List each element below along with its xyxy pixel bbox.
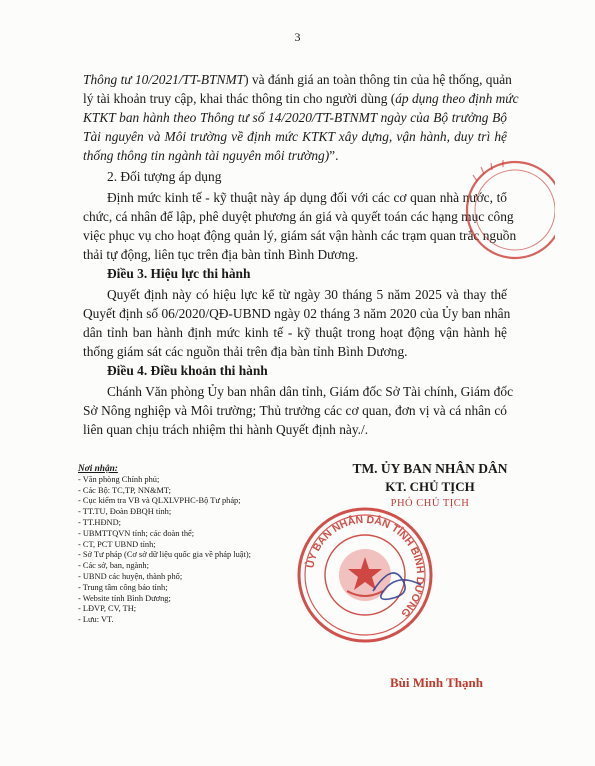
signing-organization: TM. ỦY BAN NHÂN DÂN bbox=[352, 461, 508, 476]
recipient-item: - Các sở, ban, ngành; bbox=[78, 561, 149, 571]
svg-text:ỦY BAN NHÂN DÂN TỈNH BÌNH DƯƠN: ỦY BAN NHÂN DÂN TỈNH BÌNH DƯƠNG bbox=[304, 513, 427, 620]
recipient-item: - Sở Tư pháp (Cơ sở dữ liệu quốc gia về pháp luật); bbox=[78, 550, 251, 560]
recipient-item: - LĐVP, CV, TH; bbox=[78, 604, 137, 614]
page-number: 3 bbox=[294, 30, 301, 44]
recipient-item: - Lưu: VT. bbox=[78, 615, 114, 625]
body-line: KTKT ban hành theo Thông tư số 14/2020/TT-BTNMT ngày của Bộ trưởng Bộ bbox=[83, 110, 507, 125]
body-line: lý tài khoản truy cập, khai thác thông tin cho người dùng (áp dụng theo định mức bbox=[83, 91, 519, 106]
recipient-item: - Website tỉnh Bình Dương; bbox=[78, 593, 171, 603]
seal-icon bbox=[445, 155, 555, 265]
recipients-list bbox=[78, 464, 251, 626]
recipient-item: - TT.HĐND; bbox=[78, 517, 121, 527]
body-line: Định mức kinh tế - kỹ thuật này áp dụng đối với các cơ quan nhà nước, tổ bbox=[107, 190, 507, 205]
signing-role: KT. CHỦ TỊCH bbox=[385, 479, 475, 494]
body-line: Quyết định này có hiệu lực kể từ ngày 30 tháng 5 năm 2025 và thay thế bbox=[107, 287, 507, 302]
body-line: Sở Nông nghiệp và Môi trường; Thủ trưởng các cơ quan, đơn vị và cá nhân có bbox=[83, 403, 507, 418]
recipient-item: - UBMTTQVN tỉnh; các đoàn thể; bbox=[78, 528, 195, 538]
recipient-item: - Cục kiểm tra VB và QLXLVPHC-Bộ Tư pháp; bbox=[78, 496, 241, 506]
body-line: dân tỉnh ban hành định mức kinh tế - kỹ thuật trong hoạt động vận hành hệ bbox=[83, 325, 507, 340]
body-line: chức, cá nhân để lập, phê duyệt phương án giá và quyết toán các hạng mục công bbox=[83, 209, 514, 224]
official-seal bbox=[295, 505, 435, 645]
body-line: thống thông tin ngành tài nguyên môi trường)”. bbox=[83, 148, 339, 163]
signing-deputy-title: PHÓ CHỦ TỊCH bbox=[390, 498, 470, 509]
seal-icon bbox=[295, 505, 435, 645]
recipient-item: - TT.TU, Đoàn ĐBQH tỉnh; bbox=[78, 507, 172, 517]
body-line: Chánh Văn phòng Ủy ban nhân dân tỉnh, Giám đốc Sở Tài chính, Giám đốc bbox=[107, 384, 514, 399]
body-line: Thông tư 10/2021/TT-BTNMT) và đánh giá an toàn thông tin của hệ thống, quản bbox=[83, 72, 512, 87]
recipient-item: - Văn phòng Chính phủ; bbox=[78, 474, 160, 484]
recipient-item: - UBND các huyện, thành phố; bbox=[78, 571, 183, 581]
article-heading: Điều 3. Hiệu lực thi hành bbox=[107, 266, 251, 281]
body-line: thải tự động, liên tục trên địa bàn tỉnh Bình Dương. bbox=[83, 247, 359, 262]
body-line: liên quan chịu trách nhiệm thi hành Quyết định này./. bbox=[83, 422, 369, 437]
partial-seal-stamp bbox=[445, 155, 555, 265]
circular-reference: Thông tư 10/2021/TT-BTNMT bbox=[83, 72, 245, 87]
body-line: Quyết định số 06/2020/QĐ-UBND ngày 02 tháng 3 năm 2020 của Ủy ban nhân bbox=[83, 306, 511, 321]
body-line: việc phục vụ cho hoạt động quản lý, giám sát vận hành các trạm quan trắc nguồn bbox=[83, 228, 517, 243]
signer-name: Bùi Minh Thạnh bbox=[390, 675, 483, 690]
body-line: Tài nguyên và Môi trường về định mức KTKT xây dựng, vận hành, duy trì hệ bbox=[83, 129, 507, 144]
body-line: thống giám sát các nguồn thải trên địa bàn tỉnh Bình Dương. bbox=[83, 344, 408, 359]
recipient-item: - Trung tâm công báo tỉnh; bbox=[78, 582, 168, 592]
recipient-item: - CT, PCT UBND tỉnh; bbox=[78, 539, 156, 549]
recipient-item: - Các Bộ: TC,TP, NN&MT; bbox=[78, 485, 171, 495]
recipients-title: Nơi nhận: bbox=[78, 464, 118, 474]
article-heading: Điều 4. Điều khoản thi hành bbox=[107, 363, 268, 378]
section-heading: 2. Đối tượng áp dụng bbox=[107, 169, 222, 184]
